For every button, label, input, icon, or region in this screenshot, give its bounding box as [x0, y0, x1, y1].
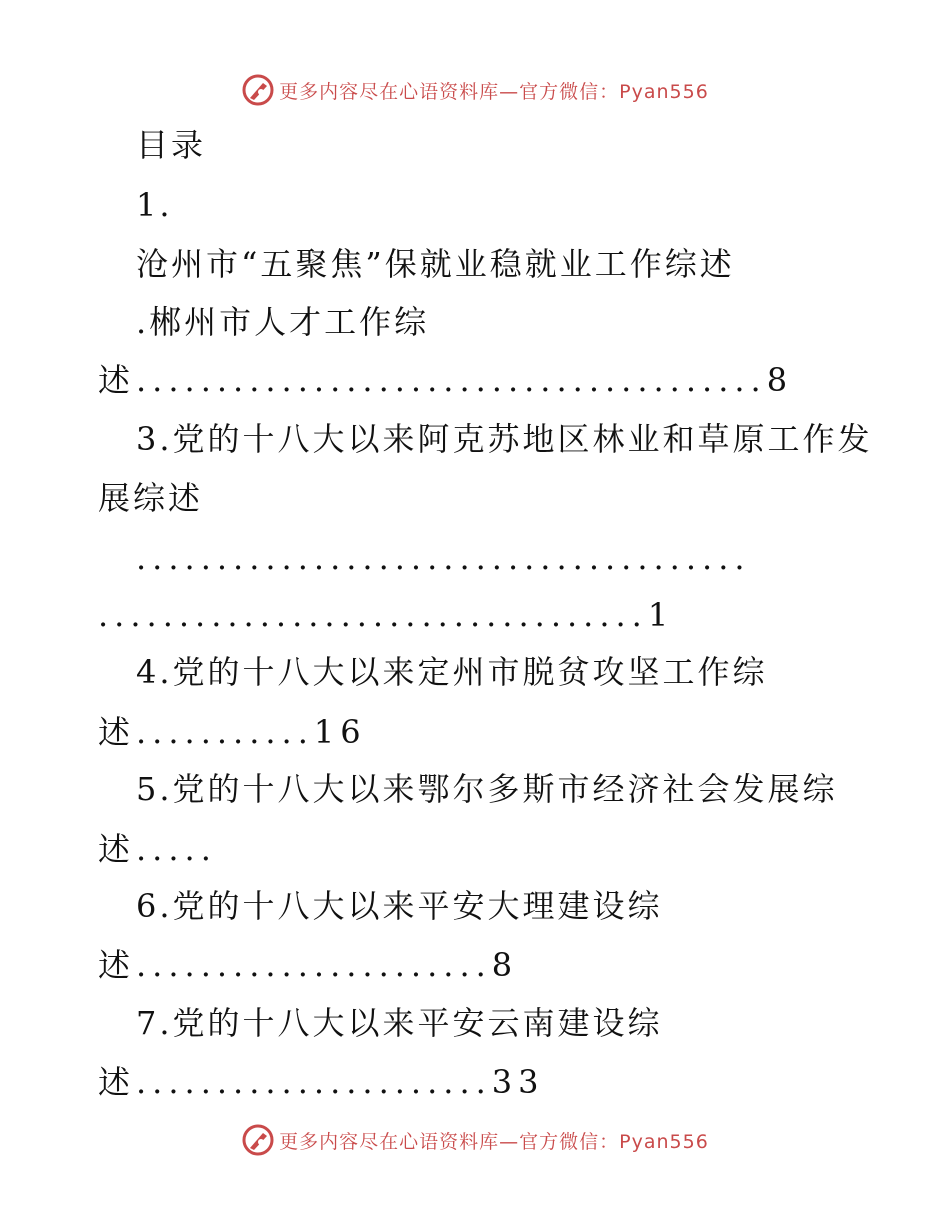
toc-line: ..................................1 — [98, 596, 675, 634]
toc-line: 3.党的十八大以来阿克苏地区林业和草原工作发 — [136, 420, 873, 458]
toc-line: 沧州市“五聚焦”保就业稳就业工作综述 — [136, 245, 735, 283]
toc-line: 4.党的十八大以来定州市脱贫攻坚工作综 — [136, 653, 768, 691]
pen-circle-logo-icon — [241, 73, 275, 107]
header-watermark-banner — [0, 70, 950, 110]
toc-line: ...................................... — [136, 539, 751, 577]
toc-line: .郴州市人才工作综 — [136, 303, 430, 341]
toc-line: 1. — [136, 186, 173, 224]
toc-line: 展综述 — [98, 479, 204, 517]
toc-line: 述......................8 — [98, 946, 519, 984]
header-banner-text: 更多内容尽在心语资料库—官方微信：Pyan556 — [279, 80, 709, 103]
pen-circle-logo-icon — [241, 1123, 275, 1157]
footer-banner-text: 更多内容尽在心语资料库—官方微信：Pyan556 — [279, 1130, 709, 1153]
toc-line: 述..... — [98, 830, 217, 868]
footer-watermark-banner — [0, 1120, 950, 1160]
toc-heading: 目录 — [136, 126, 207, 164]
toc-line: 述......................33 — [98, 1063, 545, 1101]
toc-line: 5.党的十八大以来鄂尔多斯市经济社会发展综 — [136, 770, 838, 808]
toc-line: 述...........16 — [98, 713, 367, 751]
toc-line: 7.党的十八大以来平安云南建设综 — [136, 1004, 663, 1042]
toc-line: 述.......................................8 — [98, 361, 794, 399]
toc-line: 6.党的十八大以来平安大理建设综 — [136, 887, 663, 925]
